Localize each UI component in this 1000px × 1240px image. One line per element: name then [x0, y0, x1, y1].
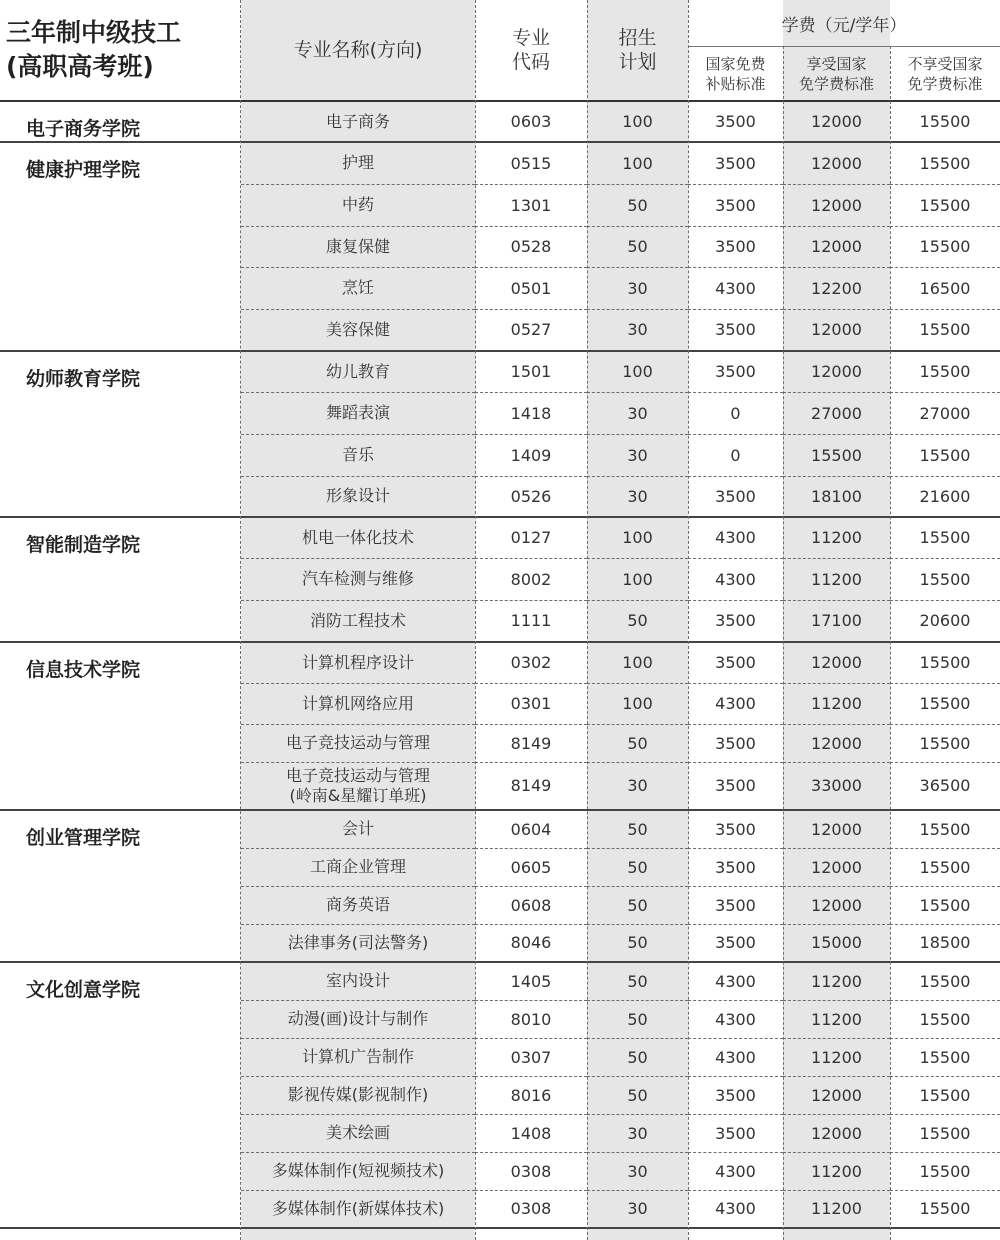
- non-exempt-fee: 15500: [890, 1000, 1000, 1038]
- national-subsidy: 3500: [688, 309, 783, 351]
- header-major-name: 专业名称(方向): [241, 0, 475, 101]
- divider: [240, 0, 241, 1240]
- non-exempt-fee: 15500: [890, 962, 1000, 1000]
- college-name: 幼师教育学院: [0, 351, 241, 517]
- non-exempt-fee: 20600: [890, 600, 1000, 642]
- national-subsidy: 3500: [688, 351, 783, 392]
- national-subsidy: 3500: [688, 762, 783, 810]
- enrollment-plan: 50: [587, 1000, 688, 1038]
- non-exempt-fee: 15500: [890, 434, 1000, 476]
- national-subsidy: 3500: [688, 476, 783, 517]
- exempt-fee: 11200: [783, 683, 890, 724]
- enrollment-plan: 30: [587, 309, 688, 351]
- exempt-fee: 12000: [783, 1076, 890, 1114]
- header-tuition: 学费（元/学年）: [688, 0, 1000, 47]
- enrollment-plan: 50: [587, 226, 688, 267]
- non-exempt-fee: 15500: [890, 517, 1000, 558]
- enrollment-plan: 100: [587, 101, 688, 142]
- major-name: 机电一体化技术: [241, 517, 475, 558]
- major-name: 室内设计: [241, 962, 475, 1000]
- header-national-subsidy: 国家免费 补贴标准: [688, 47, 783, 102]
- major-code: 1501: [475, 351, 587, 392]
- non-exempt-fee: 15500: [890, 309, 1000, 351]
- enrollment-plan: 30: [587, 392, 688, 434]
- national-subsidy: 4300: [688, 683, 783, 724]
- major-name: 中药: [241, 184, 475, 226]
- header-non-exempt-standard: 不享受国家 免学费标准: [890, 47, 1000, 102]
- major-name: 计算机网络应用: [241, 683, 475, 724]
- major-code: 8149: [475, 762, 587, 810]
- enrollment-plan: 100: [587, 517, 688, 558]
- enrollment-plan: 50: [587, 924, 688, 962]
- non-exempt-fee: 16500: [890, 267, 1000, 309]
- enrollment-plan: 100: [587, 142, 688, 184]
- exempt-fee: 12000: [783, 642, 890, 683]
- national-subsidy: 3500: [688, 101, 783, 142]
- header-major-code: 专业 代码: [475, 0, 587, 101]
- header-exempt-standard: 享受国家 免学费标准: [783, 47, 890, 102]
- exempt-fee: 11200: [783, 1190, 890, 1228]
- major-code: 0501: [475, 267, 587, 309]
- non-exempt-fee: 15500: [890, 1076, 1000, 1114]
- major-name: 电子竞技运动与管理 (岭南&星耀订单班): [241, 762, 475, 810]
- exempt-fee: 15500: [783, 434, 890, 476]
- national-subsidy: 4300: [688, 267, 783, 309]
- non-exempt-fee: 15500: [890, 142, 1000, 184]
- college-name: 电子商务学院: [0, 101, 241, 142]
- non-exempt-fee: 15500: [890, 184, 1000, 226]
- exempt-fee: 12000: [783, 848, 890, 886]
- exempt-fee: 12000: [783, 101, 890, 142]
- major-name: 计算机广告制作: [241, 1038, 475, 1076]
- divider: [688, 0, 689, 1240]
- enrollment-plan: 50: [587, 1076, 688, 1114]
- major-code: 8046: [475, 924, 587, 962]
- national-subsidy: 3500: [688, 924, 783, 962]
- enrollment-plan: 100: [587, 351, 688, 392]
- national-subsidy: 3500: [688, 848, 783, 886]
- enrollment-plan: 100: [587, 642, 688, 683]
- national-subsidy: 4300: [688, 517, 783, 558]
- major-code: 0301: [475, 683, 587, 724]
- table-row: [0, 642, 1000, 683]
- exempt-fee: 27000: [783, 392, 890, 434]
- exempt-fee: 12000: [783, 142, 890, 184]
- major-code: 0528: [475, 226, 587, 267]
- national-subsidy: 4300: [688, 1038, 783, 1076]
- enrollment-plan: 30: [587, 1190, 688, 1228]
- non-exempt-fee: 18500: [890, 924, 1000, 962]
- major-name: 电子竞技运动与管理: [241, 724, 475, 762]
- enrollment-plan: 100: [587, 683, 688, 724]
- major-code: 1408: [475, 1114, 587, 1152]
- major-code: 0604: [475, 810, 587, 848]
- table-row: [0, 517, 1000, 558]
- major-name: 幼儿教育: [241, 351, 475, 392]
- exempt-fee: 12000: [783, 724, 890, 762]
- major-name: 舞蹈表演: [241, 392, 475, 434]
- major-code: 0603: [475, 101, 587, 142]
- exempt-fee: 11200: [783, 962, 890, 1000]
- non-exempt-fee: 15500: [890, 810, 1000, 848]
- college-name: 创业管理学院: [0, 810, 241, 962]
- college-name: 文化创意学院: [0, 962, 241, 1228]
- non-exempt-fee: 15500: [890, 558, 1000, 600]
- major-name: 法律事务(司法警务): [241, 924, 475, 962]
- exempt-fee: 11200: [783, 517, 890, 558]
- enrollment-plan: 100: [587, 558, 688, 600]
- national-subsidy: 3500: [688, 642, 783, 683]
- major-code: 8016: [475, 1076, 587, 1114]
- major-code: 0526: [475, 476, 587, 517]
- exempt-fee: 12000: [783, 886, 890, 924]
- divider: [587, 0, 588, 1240]
- major-code: 0515: [475, 142, 587, 184]
- major-name: 会计: [241, 810, 475, 848]
- exempt-fee: 12200: [783, 267, 890, 309]
- exempt-fee: 11200: [783, 1000, 890, 1038]
- enrollment-plan: 30: [587, 476, 688, 517]
- major-code: 0307: [475, 1038, 587, 1076]
- national-subsidy: 3500: [688, 724, 783, 762]
- non-exempt-fee: 15500: [890, 101, 1000, 142]
- major-code: 1405: [475, 962, 587, 1000]
- major-name: 美术绘画: [241, 1114, 475, 1152]
- national-subsidy: 4300: [688, 1000, 783, 1038]
- enrollment-plan: 50: [587, 810, 688, 848]
- national-subsidy: 4300: [688, 1190, 783, 1228]
- exempt-fee: 11200: [783, 558, 890, 600]
- major-name: 护理: [241, 142, 475, 184]
- exempt-fee: 12000: [783, 184, 890, 226]
- major-name: 计算机程序设计: [241, 642, 475, 683]
- major-name: 烹饪: [241, 267, 475, 309]
- exempt-fee: 12000: [783, 309, 890, 351]
- major-name: 多媒体制作(新媒体技术): [241, 1190, 475, 1228]
- major-name: 多媒体制作(短视频技术): [241, 1152, 475, 1190]
- national-subsidy: 3500: [688, 810, 783, 848]
- exempt-fee: 15000: [783, 924, 890, 962]
- major-code: 1418: [475, 392, 587, 434]
- exempt-fee: 12000: [783, 1114, 890, 1152]
- enrollment-plan: 50: [587, 848, 688, 886]
- enrollment-plan: 50: [587, 962, 688, 1000]
- national-subsidy: 3500: [688, 226, 783, 267]
- major-code: 1111: [475, 600, 587, 642]
- major-name: 电子商务: [241, 101, 475, 142]
- non-exempt-fee: 15500: [890, 226, 1000, 267]
- table-row: [0, 142, 1000, 184]
- divider: [890, 46, 891, 1240]
- enrollment-plan: 50: [587, 886, 688, 924]
- major-code: 0308: [475, 1190, 587, 1228]
- major-name: 工商企业管理: [241, 848, 475, 886]
- non-exempt-fee: 15500: [890, 683, 1000, 724]
- table-body: [0, 101, 1000, 1228]
- national-subsidy: 4300: [688, 558, 783, 600]
- major-name: 影视传媒(影视制作): [241, 1076, 475, 1114]
- national-subsidy: 3500: [688, 600, 783, 642]
- major-code: 0527: [475, 309, 587, 351]
- enrollment-plan: 30: [587, 267, 688, 309]
- enrollment-plan: 50: [587, 724, 688, 762]
- non-exempt-fee: 21600: [890, 476, 1000, 517]
- major-code: 8149: [475, 724, 587, 762]
- national-subsidy: 4300: [688, 962, 783, 1000]
- major-code: 0608: [475, 886, 587, 924]
- non-exempt-fee: 15500: [890, 351, 1000, 392]
- enrollment-plan: 30: [587, 762, 688, 810]
- enrollment-plan: 30: [587, 434, 688, 476]
- major-code: 0302: [475, 642, 587, 683]
- national-subsidy: 3500: [688, 886, 783, 924]
- exempt-fee: 33000: [783, 762, 890, 810]
- national-subsidy: 0: [688, 392, 783, 434]
- table-title: 三年制中级技工 (高职高考班): [0, 0, 241, 101]
- divider: [475, 0, 476, 1240]
- national-subsidy: 3500: [688, 142, 783, 184]
- non-exempt-fee: 15500: [890, 724, 1000, 762]
- enrollment-plan: 50: [587, 600, 688, 642]
- national-subsidy: 3500: [688, 184, 783, 226]
- major-code: 0605: [475, 848, 587, 886]
- enrollment-plan: 30: [587, 1152, 688, 1190]
- table-row: [0, 810, 1000, 848]
- divider: [783, 46, 784, 1240]
- table-row: [0, 962, 1000, 1000]
- major-name: 康复保健: [241, 226, 475, 267]
- non-exempt-fee: 15500: [890, 1038, 1000, 1076]
- table-row: [0, 351, 1000, 392]
- national-subsidy: 3500: [688, 1114, 783, 1152]
- enrollment-plan: 30: [587, 1114, 688, 1152]
- major-code: 0308: [475, 1152, 587, 1190]
- national-subsidy: 4300: [688, 1152, 783, 1190]
- exempt-fee: 17100: [783, 600, 890, 642]
- enrollment-plan: 50: [587, 184, 688, 226]
- table-row: [0, 101, 1000, 142]
- major-code: 8002: [475, 558, 587, 600]
- major-code: 8010: [475, 1000, 587, 1038]
- exempt-fee: 11200: [783, 1038, 890, 1076]
- exempt-fee: 18100: [783, 476, 890, 517]
- national-subsidy: 0: [688, 434, 783, 476]
- major-code: 0127: [475, 517, 587, 558]
- exempt-fee: 12000: [783, 810, 890, 848]
- major-name: 商务英语: [241, 886, 475, 924]
- major-code: 1301: [475, 184, 587, 226]
- exempt-fee: 11200: [783, 1152, 890, 1190]
- non-exempt-fee: 15500: [890, 1152, 1000, 1190]
- exempt-fee: 12000: [783, 351, 890, 392]
- non-exempt-fee: 15500: [890, 848, 1000, 886]
- major-name: 音乐: [241, 434, 475, 476]
- non-exempt-fee: 15500: [890, 1190, 1000, 1228]
- header-enrollment-plan: 招生 计划: [587, 0, 688, 101]
- exempt-fee: 12000: [783, 226, 890, 267]
- non-exempt-fee: 15500: [890, 886, 1000, 924]
- major-name: 汽车检测与维修: [241, 558, 475, 600]
- non-exempt-fee: 27000: [890, 392, 1000, 434]
- major-name: 美容保健: [241, 309, 475, 351]
- enrollment-plan: 50: [587, 1038, 688, 1076]
- non-exempt-fee: 15500: [890, 642, 1000, 683]
- college-name: 智能制造学院: [0, 517, 241, 642]
- college-name: 信息技术学院: [0, 642, 241, 810]
- major-name: 消防工程技术: [241, 600, 475, 642]
- college-name: 健康护理学院: [0, 142, 241, 351]
- major-name: 动漫(画)设计与制作: [241, 1000, 475, 1038]
- major-code: 1409: [475, 434, 587, 476]
- major-name: 形象设计: [241, 476, 475, 517]
- non-exempt-fee: 15500: [890, 1114, 1000, 1152]
- non-exempt-fee: 36500: [890, 762, 1000, 810]
- national-subsidy: 3500: [688, 1076, 783, 1114]
